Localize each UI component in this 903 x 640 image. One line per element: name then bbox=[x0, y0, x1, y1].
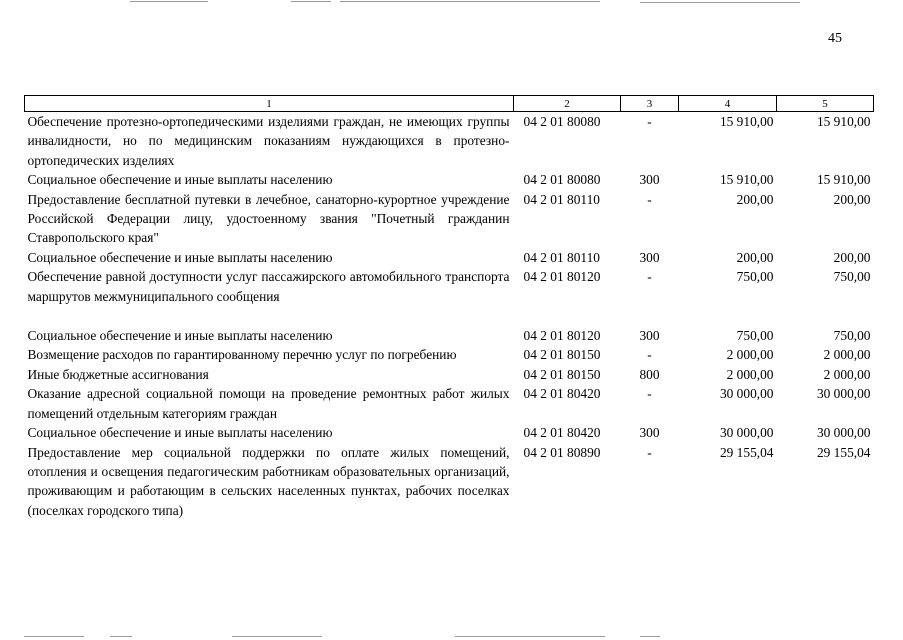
row-value-1: 15 910,00 bbox=[719, 114, 774, 129]
row-code: 04 2 01 80110 bbox=[523, 191, 600, 207]
scan-artifact-bottom-1 bbox=[24, 636, 84, 637]
row-value-2: 30 000,00 bbox=[816, 425, 871, 441]
row-type: 300 bbox=[639, 425, 660, 441]
row-name: Оказание адресной социальной помощи на проведение ремонтных работ жилых помещений отдельным категориям граждан bbox=[27, 386, 510, 421]
row-name: Социальное обеспечение и иные выплаты населению bbox=[27, 172, 333, 188]
table-row bbox=[25, 170, 874, 189]
table-row bbox=[25, 112, 874, 171]
page-number: 45 bbox=[828, 31, 842, 46]
table-row bbox=[25, 345, 874, 364]
table-row bbox=[25, 423, 874, 442]
row-value-1: 200,00 bbox=[736, 191, 774, 207]
row-code: 04 2 01 80120 bbox=[523, 328, 601, 344]
row-code: 04 2 01 80890 bbox=[523, 444, 601, 460]
row-value-1: 2 000,00 bbox=[726, 366, 774, 382]
column-header-type: 3 bbox=[621, 96, 679, 112]
row-value-1: 30 000,00 bbox=[719, 425, 774, 441]
row-value-1: 30 000,00 bbox=[719, 386, 774, 402]
row-type: - bbox=[647, 386, 652, 402]
row-name: Предоставление бесплатной путевки в лечебное, санаторно-курортное учреждение Российской Федерации лицу, удостоенному звания "Почетный гражданин Ставропольского края" bbox=[27, 191, 510, 246]
row-value-1: 2 000,00 bbox=[726, 347, 774, 363]
scan-artifact-bottom-3 bbox=[232, 636, 322, 637]
row-code: 04 2 01 80080 bbox=[523, 172, 601, 188]
table-header-row bbox=[25, 96, 874, 112]
row-type: 300 bbox=[639, 328, 660, 344]
column-header-name: 1 bbox=[25, 96, 514, 112]
row-value-2: 200,00 bbox=[833, 191, 871, 207]
row-code: 04 2 01 80420 bbox=[523, 386, 601, 402]
row-value-1: 29 155,04 bbox=[719, 444, 774, 460]
row-name: Иные бюджетные ассигнования bbox=[27, 366, 209, 382]
row-name: Обеспечение протезно-ортопедическими изделиями граждан, не имеющих группы инвалидности, но по медицинским показаниям нуждающихся в протезно-ортопедических изделиях bbox=[27, 114, 510, 168]
row-type: 300 bbox=[639, 172, 660, 188]
row-type: - bbox=[647, 191, 652, 207]
budget-table bbox=[24, 95, 874, 520]
table-row bbox=[25, 248, 874, 267]
table-row bbox=[25, 384, 874, 423]
row-name: Социальное обеспечение и иные выплаты населению bbox=[27, 249, 333, 265]
table-row bbox=[25, 190, 874, 248]
row-code: 04 2 01 80120 bbox=[523, 269, 601, 285]
row-type: - bbox=[647, 114, 652, 129]
column-header-value-2: 5 bbox=[777, 96, 874, 112]
row-code: 04 2 01 80150 bbox=[523, 366, 601, 382]
row-code: 04 2 01 80420 bbox=[523, 425, 601, 441]
row-type: - bbox=[647, 444, 652, 460]
row-name: Возмещение расходов по гарантированному перечню услуг по погребению bbox=[27, 347, 457, 363]
table-row bbox=[25, 443, 874, 521]
row-code: 04 2 01 80080 bbox=[523, 114, 601, 129]
row-name: Предоставление мер социальной поддержки по оплате жилых помещений, отопления и освещения педагогическим работникам образовательных организаций, проживающим и работающим в сельских населенных пунктах, рабочих поселках (поселках городского типа) bbox=[27, 444, 510, 518]
row-value-2: 15 910,00 bbox=[816, 172, 871, 188]
scan-artifact-top-2 bbox=[291, 1, 331, 2]
scan-artifact-bottom-2 bbox=[110, 636, 132, 637]
row-value-2: 15 910,00 bbox=[816, 114, 871, 129]
row-value-1: 750,00 bbox=[736, 269, 774, 285]
row-name: Социальное обеспечение и иные выплаты населению bbox=[27, 328, 333, 344]
row-code: 04 2 01 80150 bbox=[523, 347, 601, 363]
row-value-1: 750,00 bbox=[736, 328, 774, 344]
row-code: 04 2 01 80110 bbox=[523, 249, 600, 265]
row-name: Обеспечение равной доступности услуг пассажирского автомобильного транспорта маршрутов межмуниципального сообщения bbox=[27, 269, 510, 304]
table-spacer-row bbox=[25, 306, 874, 326]
row-value-2: 200,00 bbox=[833, 249, 871, 265]
row-type: 300 bbox=[639, 249, 660, 265]
row-value-2: 750,00 bbox=[833, 269, 871, 285]
table-row bbox=[25, 326, 874, 345]
column-header-value-1: 4 bbox=[679, 96, 777, 112]
row-value-2: 2 000,00 bbox=[823, 366, 871, 382]
row-value-1: 15 910,00 bbox=[719, 172, 774, 188]
scan-artifact-bottom-4 bbox=[455, 636, 605, 637]
row-value-2: 30 000,00 bbox=[816, 386, 871, 402]
row-type: 800 bbox=[639, 366, 660, 382]
column-header-code: 2 bbox=[514, 96, 621, 112]
row-value-1: 200,00 bbox=[736, 249, 774, 265]
scan-artifact-top-4 bbox=[640, 2, 800, 3]
row-type: - bbox=[647, 347, 652, 363]
scan-artifact-top-1 bbox=[130, 1, 208, 2]
scan-artifact-top-3 bbox=[340, 1, 600, 2]
row-value-2: 2 000,00 bbox=[823, 347, 871, 363]
table-row bbox=[25, 267, 874, 306]
scan-artifact-bottom-5 bbox=[640, 636, 660, 637]
row-value-2: 29 155,04 bbox=[816, 444, 871, 460]
row-name: Социальное обеспечение и иные выплаты населению bbox=[27, 425, 333, 441]
row-value-2: 750,00 bbox=[833, 328, 871, 344]
table-row bbox=[25, 365, 874, 384]
row-type: - bbox=[647, 269, 652, 285]
